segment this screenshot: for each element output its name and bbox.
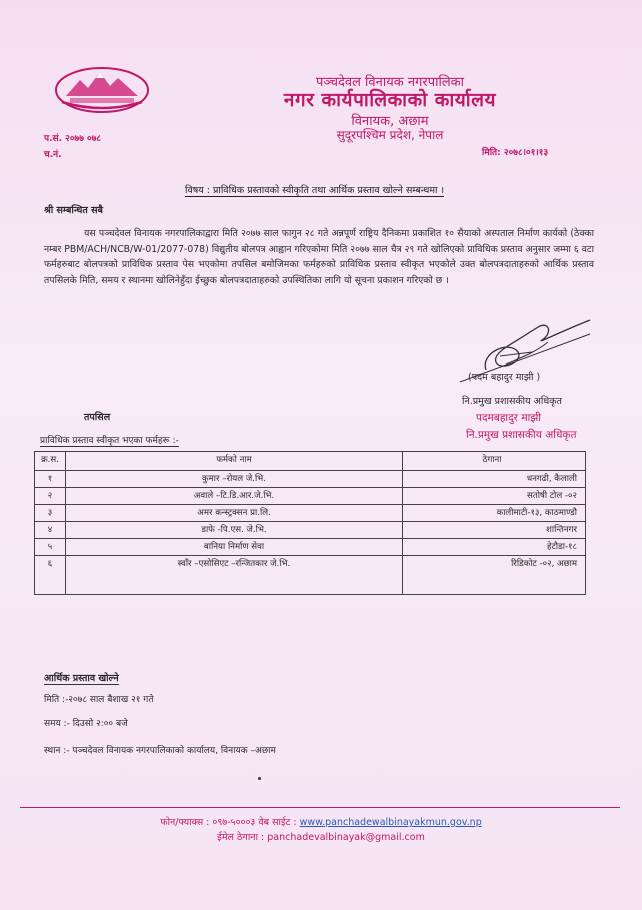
- nepal-emblem-logo: [52, 62, 152, 114]
- firm-cell: कुमार –रोयल जे.भि.: [66, 471, 403, 488]
- signatory-name: (पदम बहादुर माझी ): [468, 372, 541, 383]
- dispatch-number: च.नं.: [44, 150, 62, 160]
- firm-cell: अमर कन्स्ट्रक्सन प्रा.लि.: [66, 505, 403, 522]
- address-cell: रिडिकोट -०२, अछाम: [403, 556, 586, 595]
- signatory-title: नि.प्रमुख प्रशासकीय अधिकृत: [462, 396, 562, 407]
- reference-number: प.सं. २०७७ ०७८: [44, 134, 102, 144]
- letter-body: यस पञ्चदेवल विनायक नगरपालिकाद्वारा मिति २०७७ साल फागुन २८ गते अन्नपूर्ण राष्ट्रिय दैनिकमा प्रकाशित १० सैयाको अस्पताल निर्माण कार्यको (ठेक्का नम्बर PBM/ACH/NCB/W-01/2077-078) विद्युतीय बोलपत्र आह्वान गरिएकोमा मिति २०७७ साल चैत्र २९ गते खोलिएको प्राविधिक प्रस्ताव अनुसार जम्मा ६ वटा फर्महरुबाट बोलपत्रको प्राविधिक प्रस्ताव पेस भएकोमा तपसिल बमोजिमका फर्महरुको प्राविधिक प्रस्ताव स्वीकृत भएकोले उक्त बोलपत्रदाताहरुको आर्थिक प्रस्ताव तपसिलके मिति, समय र स्थानमा खोलिनेहुँदा ईच्छुक बोलपत्रदाताहरुको उपस्थितिका लागि यो सूचना प्रकाशन गरिएको छ ।: [44, 228, 594, 286]
- serial-cell: २: [35, 488, 66, 505]
- office-name: नगर कार्यपालिकाको कार्यालय: [283, 89, 497, 111]
- serial-cell: १: [35, 471, 66, 488]
- address-cell: सतोषी टोल -०२: [403, 488, 586, 505]
- financial-proposal-heading: आर्थिक प्रस्ताव खोल्ने: [44, 673, 119, 684]
- schedule-heading: तपसिल: [84, 412, 111, 423]
- address-cell: कालीमाटी-१३, काठमाण्डौ: [403, 505, 586, 522]
- firm-cell: स्वाँर –एसोसिएट –रन्जितकार जे.भि.: [66, 556, 403, 595]
- table-row: [35, 522, 586, 539]
- stamp-name: पदमबहादुर माझी: [476, 412, 541, 424]
- table-row: [35, 556, 586, 595]
- municipality-name: पञ्चदेवल विनायक नगरपालिका: [315, 75, 464, 90]
- footer-contact-line: [0, 815, 642, 828]
- column-header-address: ठेगाना: [403, 452, 586, 471]
- opening-date: मिति :-२०७८ साल बैशाख २१ गते: [44, 695, 154, 705]
- opening-place: स्थान :- पञ्चदेवल विनायक नगरपालिकाको कार्यालय, विनायक –अछाम: [44, 746, 276, 756]
- letter-subject: विषय : प्राविधिक प्रस्तावको स्वीकृति तथा आर्थिक प्रस्ताव खोल्ने सम्बन्धमा ।: [185, 185, 445, 196]
- opening-time: समय :- दिउसो २:०० बजे: [44, 719, 128, 729]
- email-address[interactable]: panchadevalbinayak@gmail.com: [267, 832, 425, 843]
- office-province: सुदूरपश्चिम प्रदेश, नेपाल: [336, 128, 444, 142]
- approved-firms-table: [34, 451, 586, 595]
- website-link[interactable]: www.panchadewalbinayakmun.gov.np: [299, 817, 482, 828]
- letter-date: मिति: २०७८।०१।१३: [482, 148, 549, 158]
- footer-divider: [20, 807, 620, 808]
- email-label: ईमेल ठेगाना :: [217, 832, 265, 843]
- serial-cell: ६: [35, 556, 66, 595]
- office-place: विनायक, अछाम: [351, 114, 429, 129]
- address-cell: हेटौडा-१८: [403, 539, 586, 556]
- table-row: [35, 471, 586, 488]
- salutation: श्री सम्बन्धित सबै: [44, 205, 103, 216]
- column-header-serial: क्र.स.: [35, 452, 66, 471]
- table-row: [35, 505, 586, 522]
- table-heading: प्राविधिक प्रस्ताव स्वीकृत भएका फर्महरू :-: [40, 433, 179, 447]
- stamp-title: नि.प्रमुख प्रशासकीय अधिकृत: [466, 429, 577, 441]
- table-row: [35, 488, 586, 505]
- firm-cell: डाफे -पि.एस. जे.भि.: [66, 522, 403, 539]
- footer-email-line: [0, 830, 642, 843]
- address-cell: शान्तिनगर: [403, 522, 586, 539]
- firm-cell: बानिया निर्माण सेवा: [66, 539, 403, 556]
- serial-cell: ३: [35, 505, 66, 522]
- address-cell: धनगढी, कैलाली: [403, 471, 586, 488]
- table-row: [35, 539, 586, 556]
- table-header-row: [35, 452, 586, 471]
- serial-cell: ५: [35, 539, 66, 556]
- stray-mark: [258, 777, 261, 780]
- column-header-firm: फर्मको नाम: [66, 452, 403, 471]
- phone-label: फोन/फ्याक्स : ०९७-५०००३ वेब साईट :: [160, 817, 297, 828]
- serial-cell: ४: [35, 522, 66, 539]
- firm-cell: अवाले –टि.डि.आर.जे.भि.: [66, 488, 403, 505]
